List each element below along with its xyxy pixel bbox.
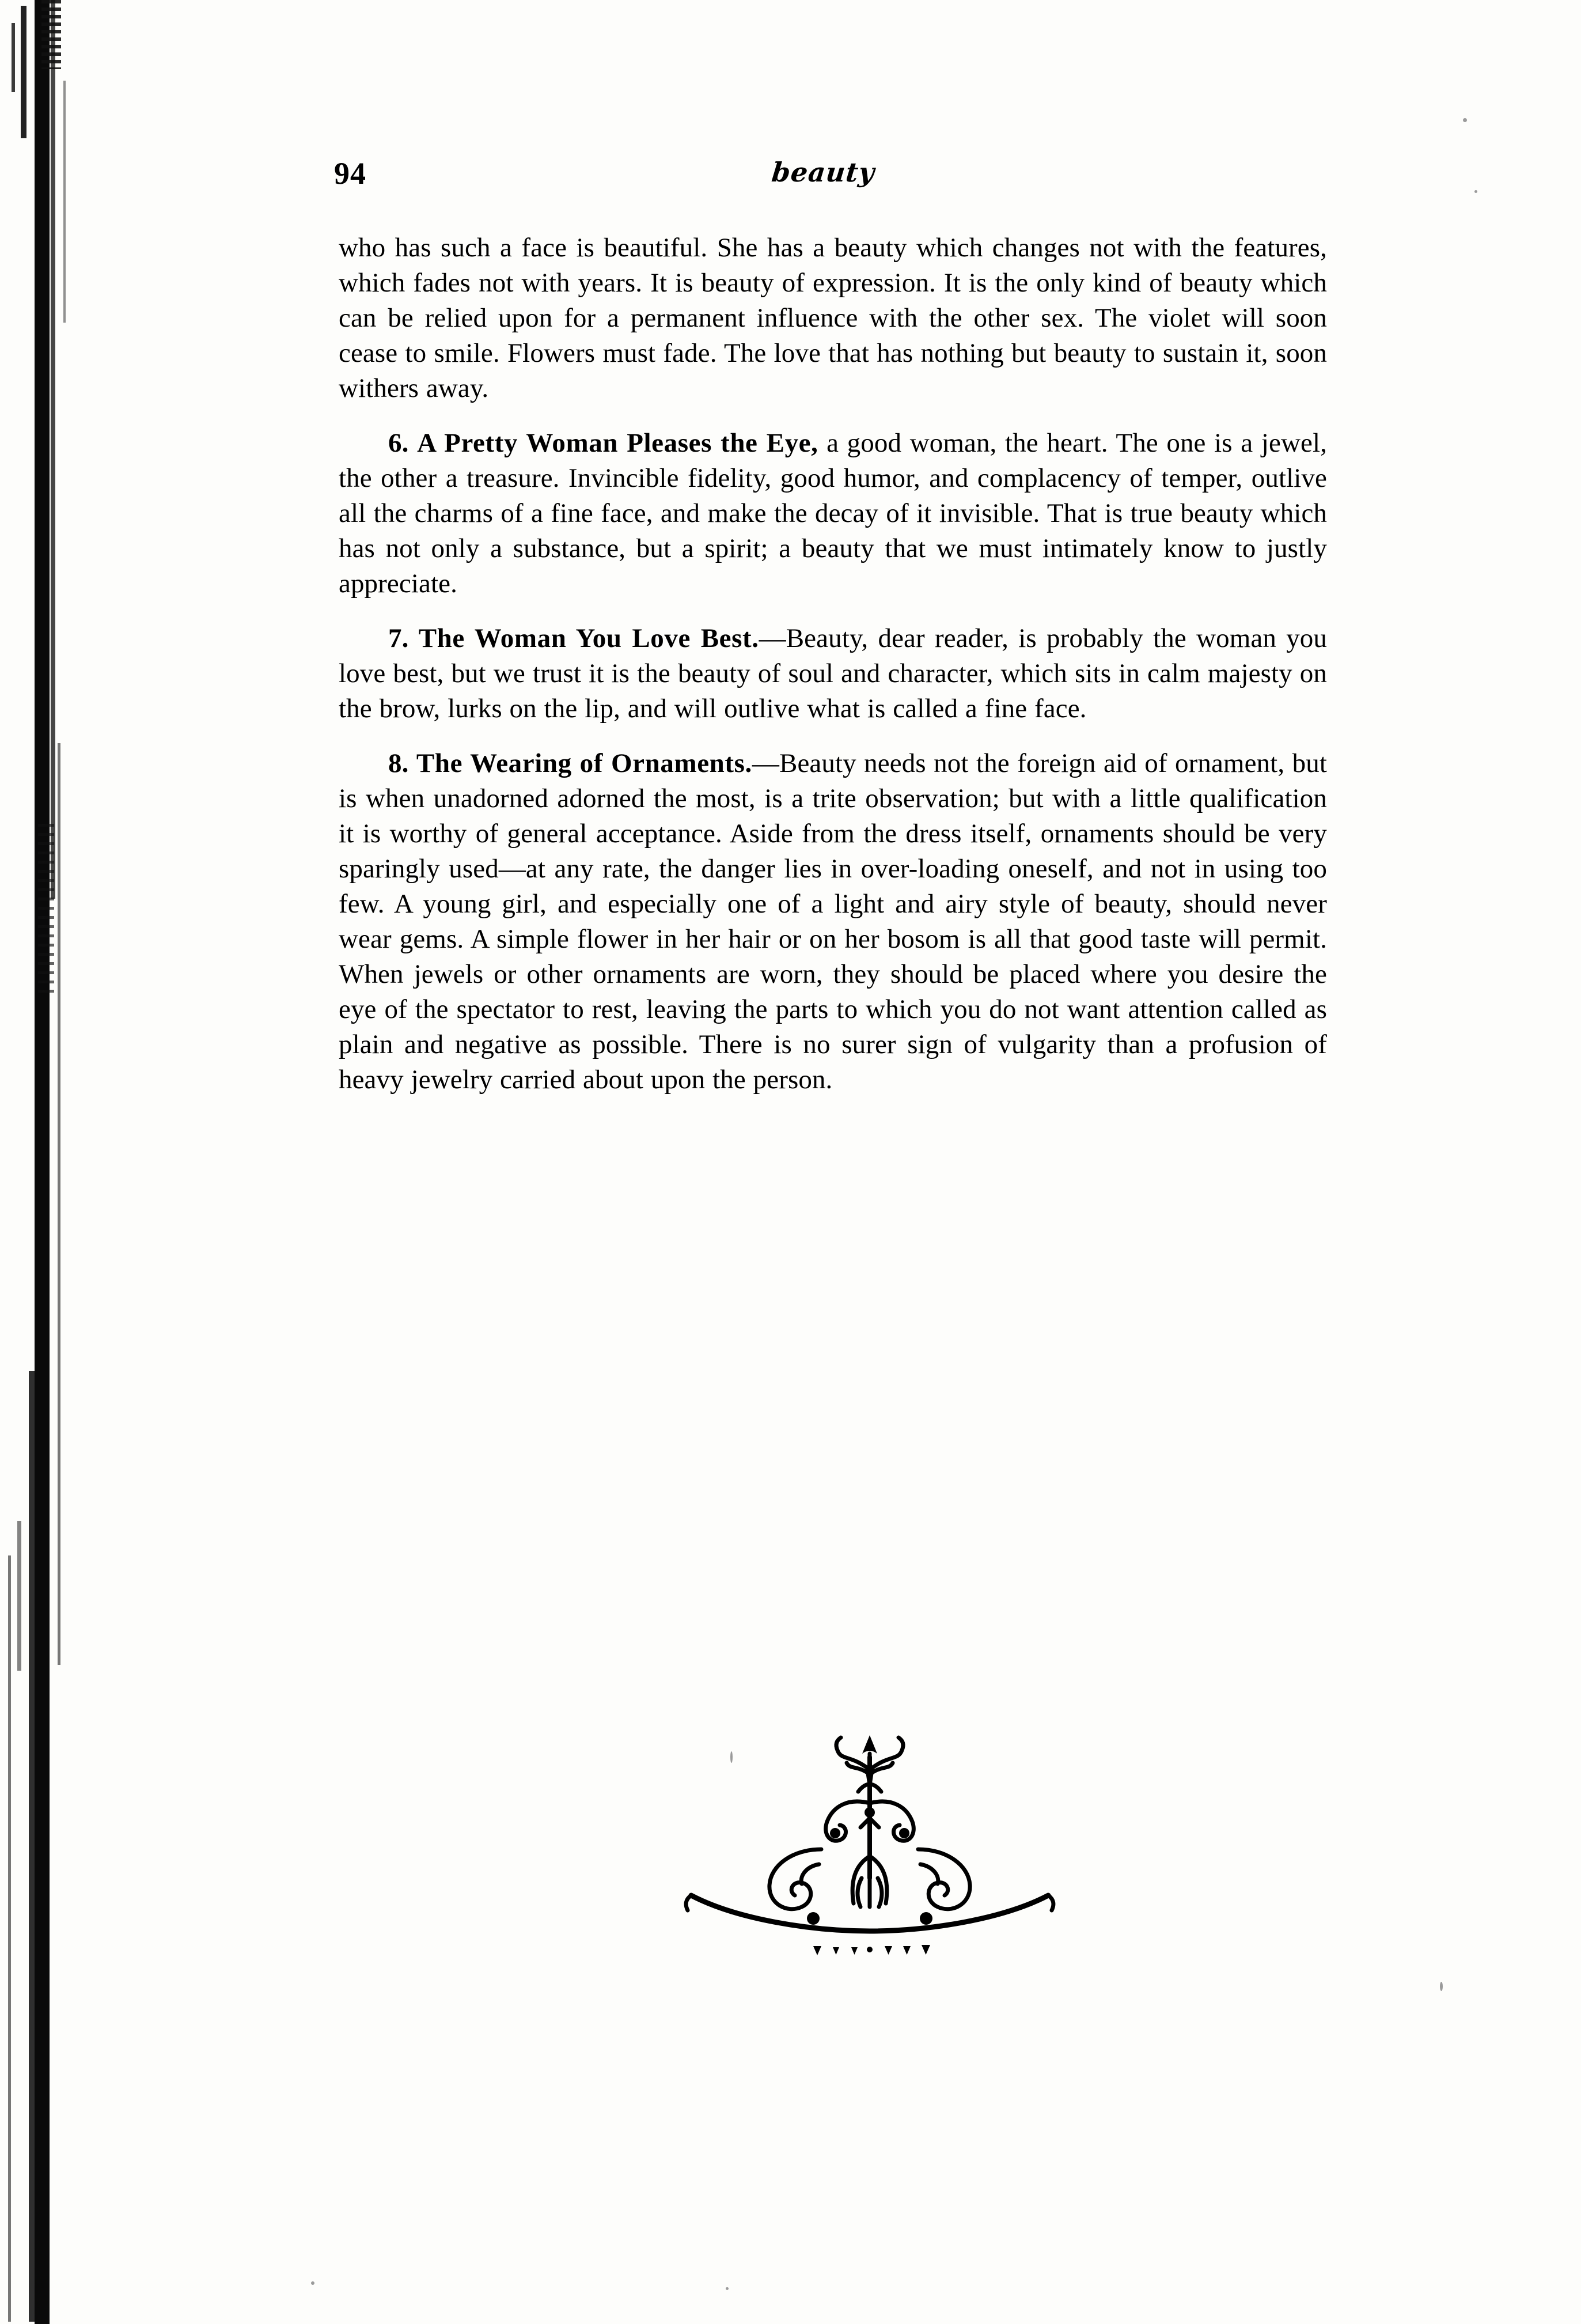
item-run-in-heading: The Woman You Love Best. bbox=[418, 623, 759, 653]
item-number: 6. bbox=[388, 428, 409, 458]
item-number: 8. bbox=[388, 748, 409, 778]
item-number: 7. bbox=[388, 623, 409, 653]
floral-tailpiece-ornament bbox=[668, 1705, 1071, 1970]
item-run-in-heading: The Wearing of Ornaments. bbox=[416, 748, 752, 778]
running-head: beauty bbox=[770, 157, 877, 188]
text-column bbox=[339, 230, 1327, 1097]
paragraph-item-6 bbox=[339, 426, 1327, 601]
page-header bbox=[334, 156, 1325, 196]
paragraph-text: —Beauty needs not the foreign aid of ornament, but is when unadorned adorned the most, is a trite observation; but with a little qualification it is worthy of general acceptance. Aside from the dress itself, ornaments should be very sparingly used—at any rate, the danger lies in over-loading oneself, and not in using too few. A young girl, and especially one of a light and airy style of beauty, should never wear gems. A simple flower in her hair or on her bosom is all that good taste will permit. When jewels or other ornaments are worn, they should be placed where you desire the eye of the spectator to rest, leaving the parts to which you do not want attention called as plain and negative as possible. There is no surer sign of vulgarity than a profusion of heavy jewelry carried about upon the person. bbox=[339, 748, 1327, 1095]
paragraph-text: —Beauty, dear reader, is probably the woman you love best, but we trust it is the beauty of soul and character, which sits in calm majesty on the brow, lurks on the lip, and will outlive what is called a fine face. bbox=[339, 623, 1327, 724]
paragraph-text: a good woman, the heart. The one is a jewel, the other a treasure. Invincible fidelity, good humor, and complacency of temper, outlive all the charms of a fine face, and make the decay of it invisible. That is true beauty which has not only a substance, but a spirit; a beauty that we must intimately know to justly appreciate. bbox=[339, 428, 1327, 599]
page-number: 94 bbox=[334, 156, 366, 191]
paragraph-item-7 bbox=[339, 621, 1327, 726]
paragraph-item-8 bbox=[339, 746, 1327, 1097]
paragraph-continued bbox=[339, 230, 1327, 406]
paragraph-text: who has such a face is beautiful. She has a beauty which changes not with the features, which fades not with years. It is beauty of expression. It is the only kind of beauty which can be relied upon for a permanent influence with the other sex. The violet will soon cease to smile. Flowers must fade. The love that has nothing but beauty to sustain it, soon withers away. bbox=[339, 233, 1327, 403]
item-run-in-heading: A Pretty Woman Pleases the Eye, bbox=[417, 428, 818, 458]
